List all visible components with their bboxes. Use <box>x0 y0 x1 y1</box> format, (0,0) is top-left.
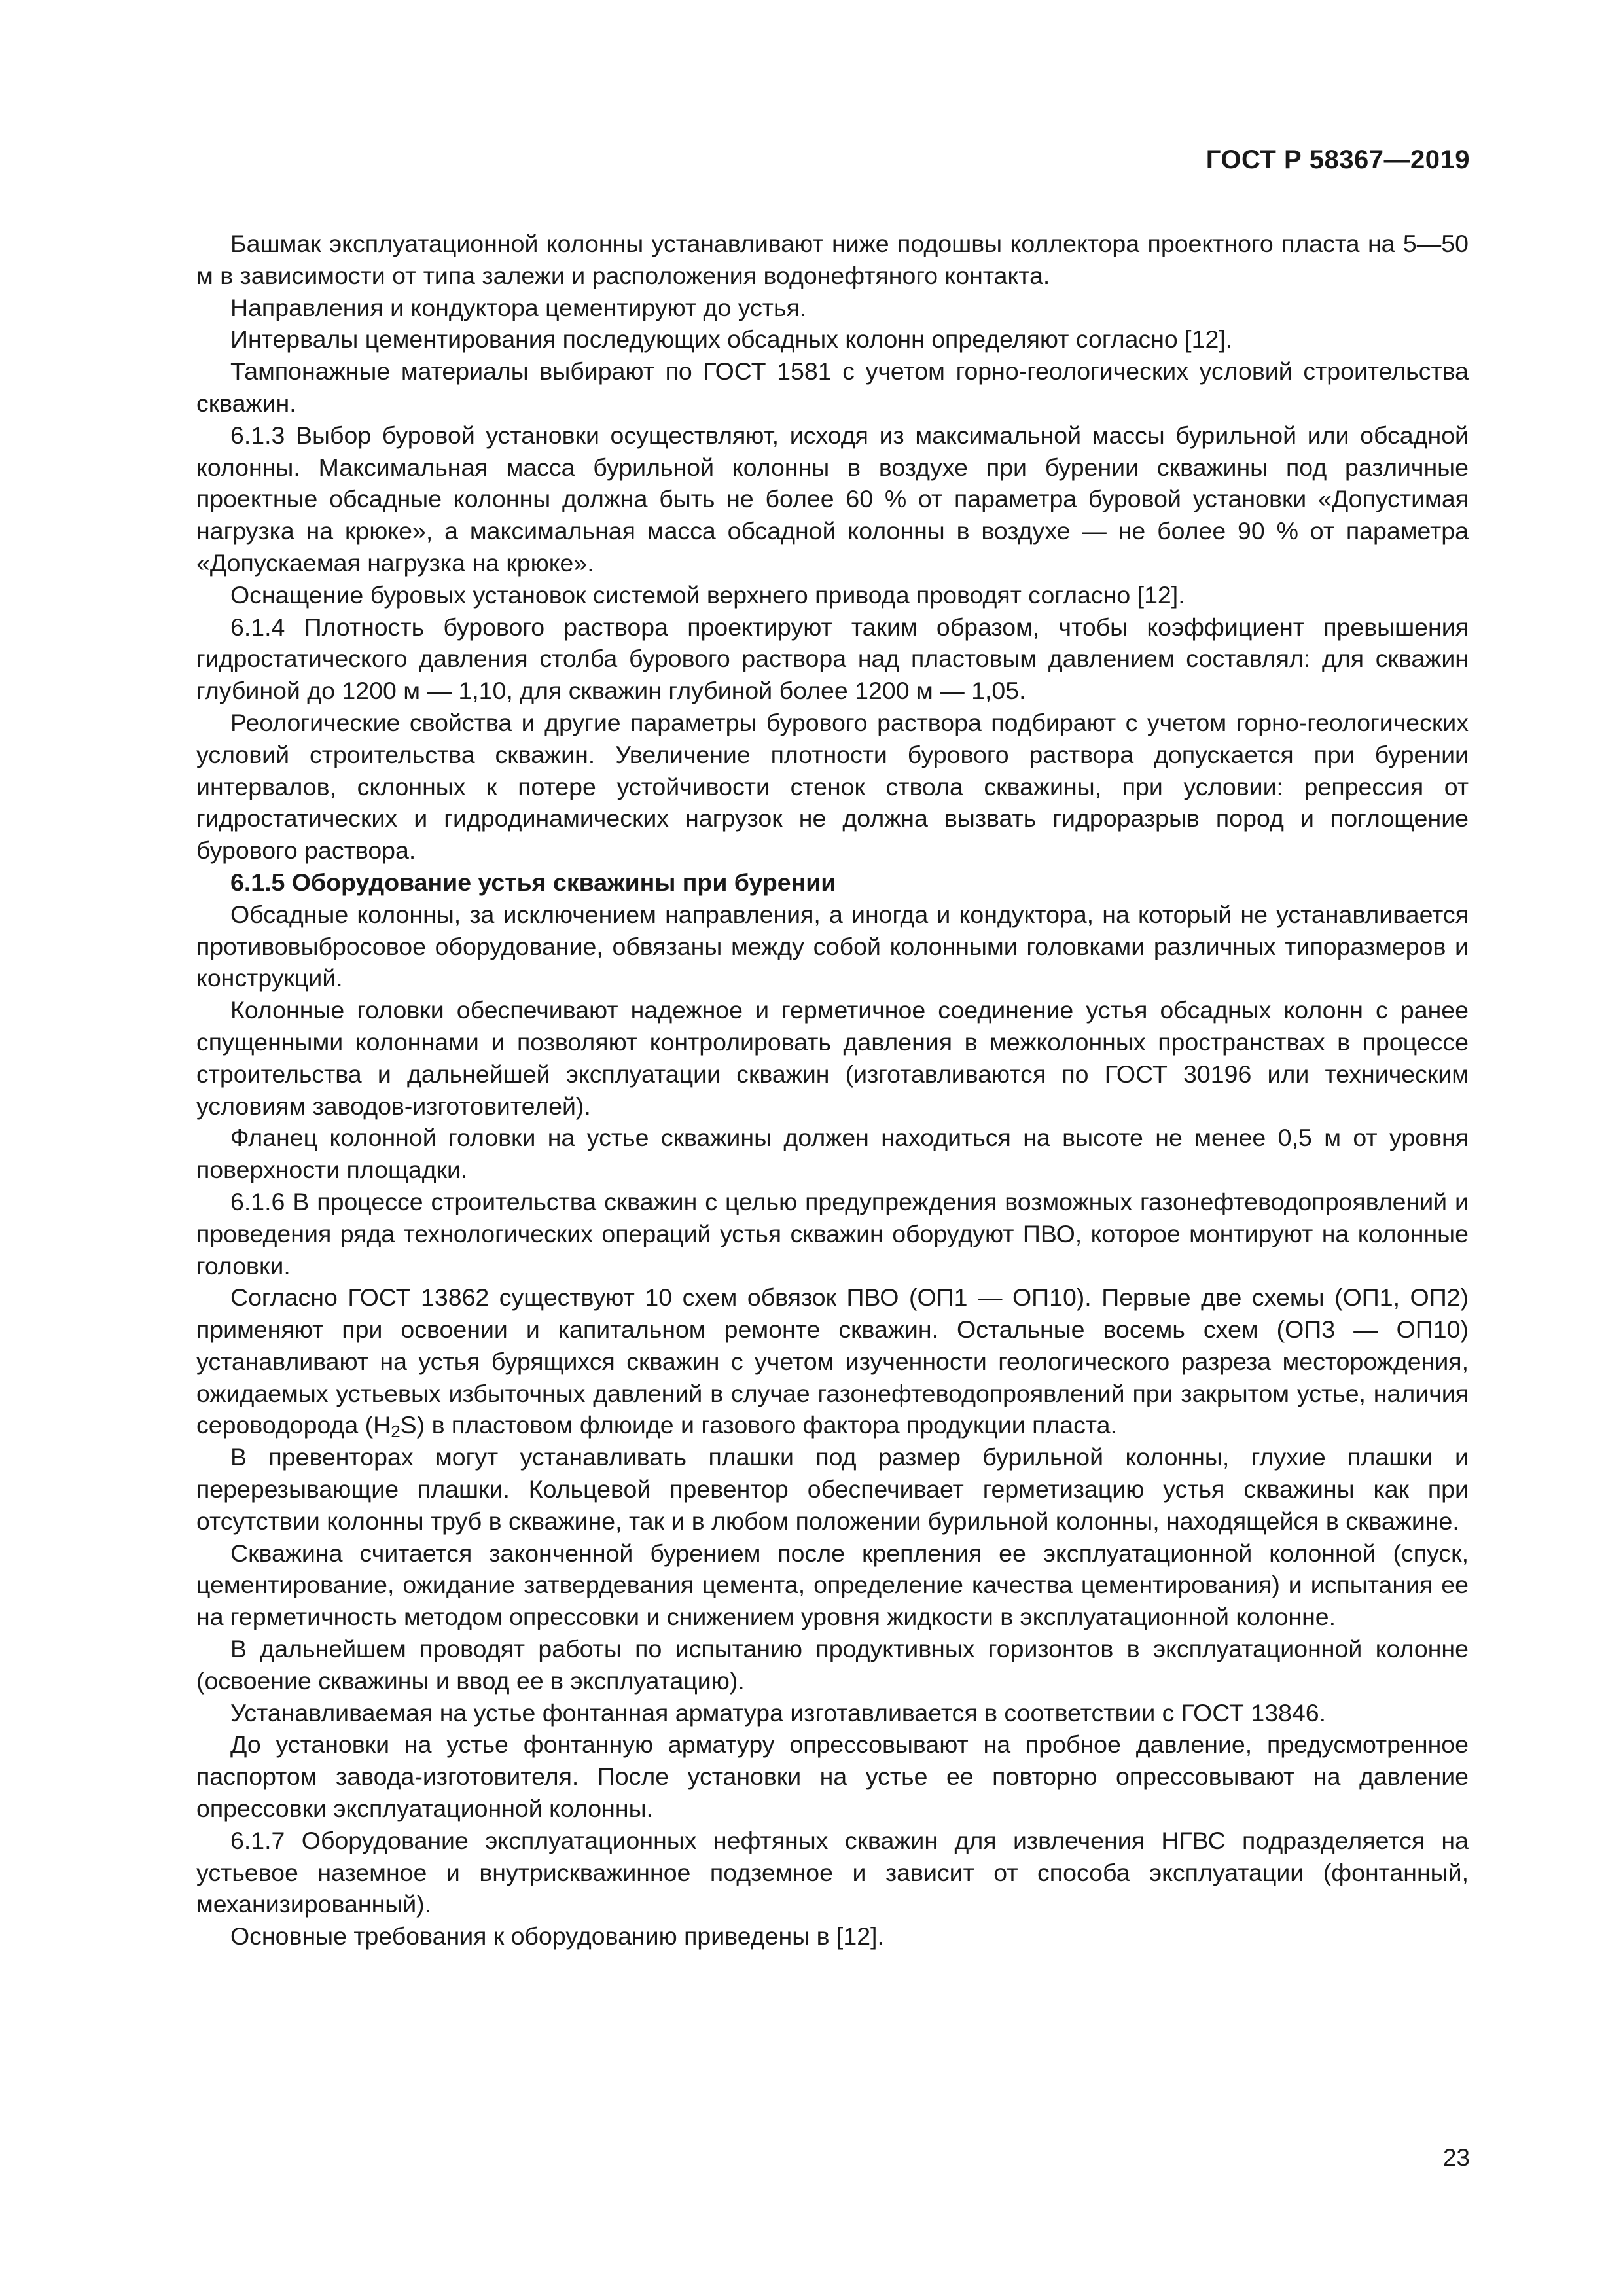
paragraph: Фланец колонной головки на устье скважины должен находиться на высоте не менее 0,5 м от уровня поверхности площадки. <box>196 1124 1469 1184</box>
paragraph: Тампонажные материалы выбирают по ГОСТ 1581 с учетом горно-геологических условий строительства скважин. <box>196 357 1469 417</box>
paragraph: 6.1.7 Оборудование эксплуатационных нефтяных скважин для извлечения НГВС подразделяется на устьевое наземное и внутрискважинное подземное и зависит от способа эксплуатации (фонтанный, механизированный). <box>196 1826 1469 1918</box>
paragraph: Обсадные колонны, за исключением направления, а иногда и кондуктора, на который не устанавливается противовыбросовое оборудование, обвязаны между собой колонными головками различных типоразмеров и конструкций. <box>196 900 1469 992</box>
paragraph: В дальнейшем проводят работы по испытанию продуктивных горизонтов в эксплуатационной колонне (освоение скважины и ввод ее в эксплуатацию). <box>196 1635 1469 1695</box>
paragraph: Колонные головки обеспечивают надежное и герметичное соединение устья обсадных колонн с ранее спущенными колоннами и позволяют контролировать давления в межколонных пространствах в процессе строительства и дальнейшей эксплуатации скважин (изготавливаются по ГОСТ 30196 или техническим условиям заводов-изготовителей). <box>196 996 1469 1120</box>
paragraph: 6.1.4 Плотность бурового раствора проектируют таким образом, чтобы коэффициент превышения гидростатического давления столба бурового раствора над пластовым давлением составлял: для скважин глубиной до 1200 м — 1,10, для скважин глубиной более 1200 м — 1,05. <box>196 613 1469 705</box>
paragraph: Скважина считается законченной бурением после крепления ее эксплуатационной колонной (спуск, цементирование, ожидание затвердевания цемента, определение качества цементирования) и испытания ее на герметичность методом опрессовки и снижением уровня жидкости в эксплуатационной колонне. <box>196 1539 1469 1631</box>
paragraph: В превенторах могут устанавливать плашки под размер бурильной колонны, глухие плашки и перерезывающие плашки. Кольцевой превентор обеспечивает герметизацию устья скважины как при отсутствии колонны труб в скважине, так и в любом положении бурильной колонны, находящейся в скважине. <box>196 1443 1469 1535</box>
document-body <box>196 228 1469 1952</box>
page-number: 23 <box>1442 2144 1470 2171</box>
paragraph: Башмак эксплуатационной колонны устанавливают ниже подошвы коллектора проектного пласта на 5—50 м в зависимости от типа залежи и расположения водонефтяного контакта. <box>196 230 1469 289</box>
document-code-header: ГОСТ Р 58367—2019 <box>1205 145 1470 174</box>
paragraph: Основные требования к оборудованию приведены в [12]. <box>230 1922 884 1950</box>
paragraph-with-formula <box>196 1282 1469 1441</box>
paragraph: До установки на устье фонтанную арматуру опрессовывают на пробное давление, предусмотренное паспортом завода-изготовителя. После установки на устье ее повторно опрессовывают на давление опрессовки эксплуатационной колонны. <box>196 1731 1469 1823</box>
formula-subscript: 2 <box>391 1422 401 1442</box>
paragraph: 6.1.3 Выбор буровой установки осуществляют, исходя из максимальной массы бурильной или обсадной колонны. Максимальная масса бурильной колонны в воздухе при бурении скважины под различные проектные обсадные колонны должна быть не более 60 % от параметра буровой установки «Допустимая нагрузка на крюке», а максимальная масса обсадной колонны в воздухе — не более 90 % от параметра «Допускаемая нагрузка на крюке». <box>196 421 1469 577</box>
formula-text-before: Согласно ГОСТ 13862 существуют 10 схем обвязок ПВО (ОП1 — ОП10). Первые две схемы (ОП1, ОП2) применяют при освоении и капитальном ремонте скважин. Остальные восемь схем (ОП3 — ОП10) устанавливают на устья бурящихся скважин с учетом изученности геологического разреза месторождения, ожидаемых устьевых избыточных давлений в случае газонефтеводопроявлений при закрытом устье, наличия сероводорода (H <box>196 1283 1469 1439</box>
section-heading: 6.1.5 Оборудование устья скважины при бурении <box>230 868 836 896</box>
paragraph: 6.1.6 В процессе строительства скважин с целью предупреждения возможных газонефтеводопроявлений и проведения ряда технологических операций устья скважин оборудуют ПВО, которое монтируют на колонные головки. <box>196 1187 1469 1280</box>
paragraph: Оснащение буровых установок системой верхнего привода проводят согласно [12]. <box>230 581 1185 609</box>
paragraph: Направления и кондуктора цементируют до устья. <box>230 293 807 321</box>
paragraph: Устанавливаемая на устье фонтанная арматура изготавливается в соответствии с ГОСТ 13846. <box>230 1698 1327 1727</box>
paragraph: Интервалы цементирования последующих обсадных колонн определяют согласно [12]. <box>230 325 1233 353</box>
formula-text-after: S) в пластовом флюиде и газового фактора продукции пласта. <box>400 1411 1117 1439</box>
paragraph: Реологические свойства и другие параметры бурового раствора подбирают с учетом горно-геологических условий строительства скважин. Увеличение плотности бурового раствора допускается при бурении интервалов, склонных к потере устойчивости стенок ствола скважины, при условии: репрессия от гидростатических и гидродинамических нагрузок не должна вызвать гидроразрыв пород и поглощение бурового раствора. <box>196 708 1469 865</box>
